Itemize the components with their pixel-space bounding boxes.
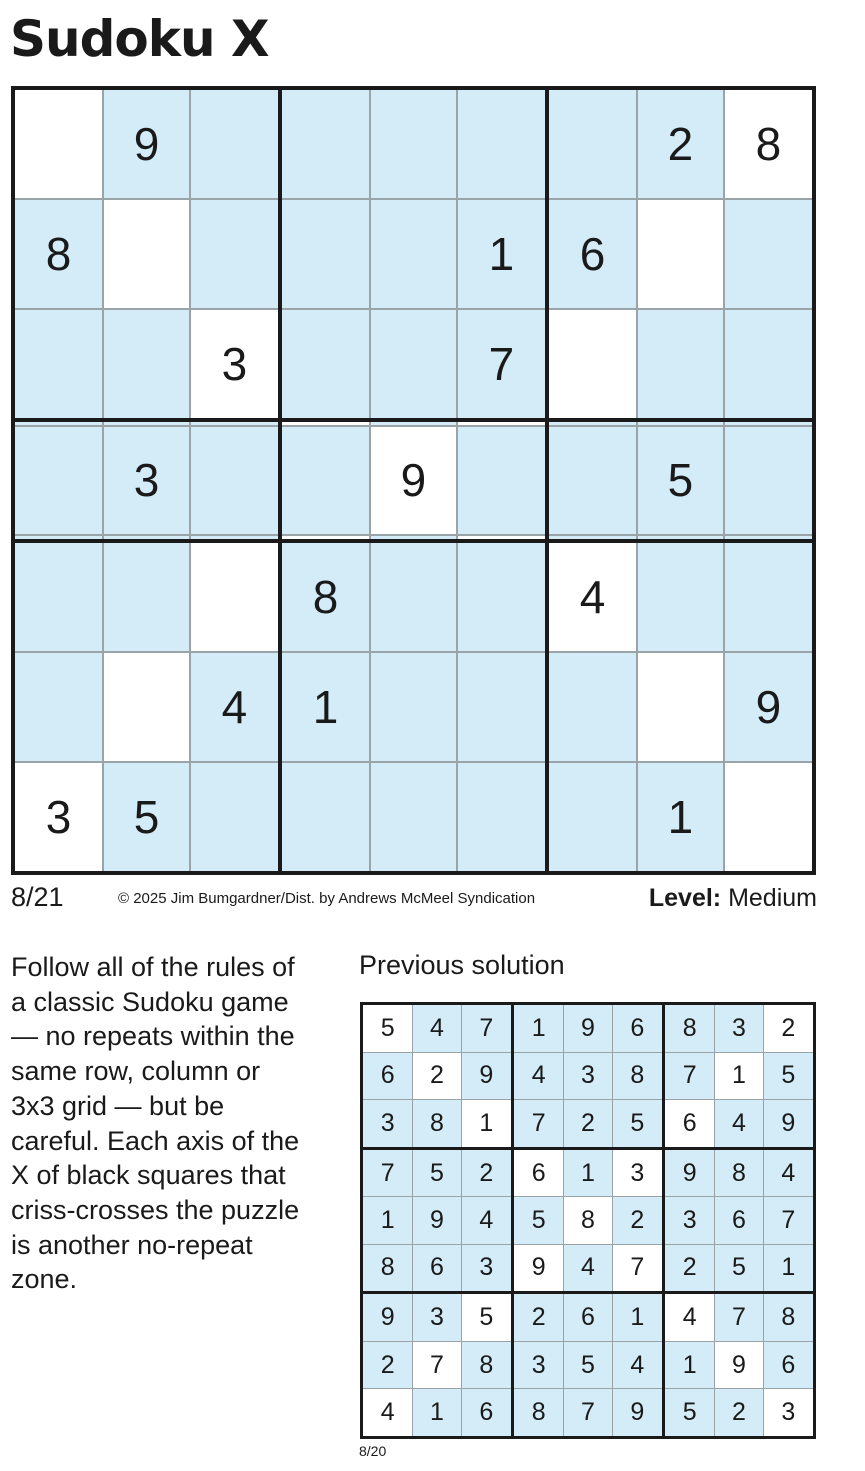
solution-cell: 8 xyxy=(564,1197,612,1244)
grid-cell[interactable] xyxy=(724,541,814,652)
solution-cell: 3 xyxy=(413,1293,461,1342)
instructions-text: Follow all of the rules of a classic Sudoku game — no repeats within the same row, column or 3x3 grid — but be careful. Each axis of the X of black squares that criss-crosses the puzzle is another no-repeat zone. xyxy=(11,952,300,1295)
solution-cell: 2 xyxy=(413,1052,461,1099)
grid-cell[interactable] xyxy=(370,541,457,652)
grid-cell[interactable] xyxy=(547,762,637,873)
grid-cell[interactable] xyxy=(637,541,724,652)
solution-cell: 6 xyxy=(461,1389,512,1438)
grid-cell[interactable] xyxy=(547,652,637,761)
grid-cell[interactable] xyxy=(190,426,280,535)
solution-cell: 9 xyxy=(362,1293,413,1342)
grid-cell[interactable] xyxy=(190,541,280,652)
grid-cell[interactable] xyxy=(103,652,190,761)
grid-cell[interactable] xyxy=(724,199,814,308)
previous-solution-grid xyxy=(360,1002,816,1439)
solution-cell: 8 xyxy=(715,1148,763,1197)
grid-cell[interactable] xyxy=(547,426,637,535)
solution-cell: 4 xyxy=(461,1197,512,1244)
grid-cell[interactable] xyxy=(547,309,637,420)
solution-cell: 1 xyxy=(461,1099,512,1148)
solution-cell: 2 xyxy=(362,1342,413,1389)
solution-cell: 7 xyxy=(564,1389,612,1438)
solution-row xyxy=(362,1099,815,1148)
grid-cell[interactable]: 1 xyxy=(280,652,370,761)
solution-cell: 4 xyxy=(715,1099,763,1148)
grid-cell[interactable]: 6 xyxy=(547,199,637,308)
grid-cell[interactable] xyxy=(190,199,280,308)
solution-cell: 7 xyxy=(461,1004,512,1053)
solution-row xyxy=(362,1197,815,1244)
grid-cell[interactable]: 1 xyxy=(457,199,547,308)
grid-cell[interactable] xyxy=(13,309,103,420)
solution-cell: 1 xyxy=(362,1197,413,1244)
grid-cell[interactable] xyxy=(190,88,280,199)
solution-cell: 3 xyxy=(461,1244,512,1293)
grid-cell[interactable] xyxy=(724,426,814,535)
grid-cell[interactable] xyxy=(724,309,814,420)
solution-cell: 1 xyxy=(564,1148,612,1197)
solution-cell: 3 xyxy=(612,1148,663,1197)
solution-cell: 7 xyxy=(512,1099,563,1148)
grid-cell[interactable]: 4 xyxy=(547,541,637,652)
solution-cell: 2 xyxy=(763,1004,814,1053)
sudoku-grid xyxy=(11,86,816,875)
solution-cell: 6 xyxy=(663,1099,714,1148)
solution-cell: 5 xyxy=(612,1099,663,1148)
solution-cell: 9 xyxy=(413,1197,461,1244)
solution-cell: 5 xyxy=(413,1148,461,1197)
solution-cell: 5 xyxy=(663,1389,714,1438)
solution-cell: 3 xyxy=(362,1099,413,1148)
grid-cell[interactable] xyxy=(13,426,103,535)
grid-row xyxy=(13,426,814,535)
grid-cell[interactable]: 8 xyxy=(13,199,103,308)
solution-cell: 3 xyxy=(715,1004,763,1053)
solution-cell: 4 xyxy=(512,1052,563,1099)
puzzle-title: Sudoku X xyxy=(10,10,269,68)
grid-cell[interactable] xyxy=(457,88,547,199)
grid-cell[interactable] xyxy=(724,762,814,873)
grid-cell[interactable] xyxy=(457,426,547,535)
solution-cell: 1 xyxy=(612,1293,663,1342)
grid-cell[interactable] xyxy=(457,652,547,761)
grid-cell[interactable] xyxy=(280,426,370,535)
solution-row xyxy=(362,1293,815,1342)
solution-row xyxy=(362,1004,815,1053)
solution-cell: 5 xyxy=(564,1342,612,1389)
solution-cell: 3 xyxy=(663,1197,714,1244)
grid-cell[interactable] xyxy=(370,88,457,199)
grid-cell[interactable] xyxy=(547,88,637,199)
grid-cell[interactable]: 3 xyxy=(190,309,280,420)
grid-cell[interactable] xyxy=(13,88,103,199)
solution-cell: 6 xyxy=(512,1148,563,1197)
puzzle-date: 8/21 xyxy=(11,882,64,912)
grid-cell[interactable] xyxy=(457,762,547,873)
grid-cell[interactable] xyxy=(637,652,724,761)
solution-cell: 5 xyxy=(715,1244,763,1293)
grid-cell[interactable] xyxy=(280,309,370,420)
solution-cell: 2 xyxy=(461,1148,512,1197)
grid-cell[interactable] xyxy=(370,762,457,873)
solution-cell: 8 xyxy=(413,1099,461,1148)
solution-cell: 2 xyxy=(663,1244,714,1293)
grid-cell[interactable] xyxy=(280,199,370,308)
grid-cell[interactable] xyxy=(13,652,103,761)
grid-cell[interactable]: 3 xyxy=(13,762,103,873)
grid-cell[interactable]: 2 xyxy=(637,88,724,199)
grid-row xyxy=(13,199,814,308)
grid-cell[interactable] xyxy=(370,199,457,308)
solution-cell: 9 xyxy=(663,1148,714,1197)
solution-cell: 8 xyxy=(663,1004,714,1053)
solution-cell: 3 xyxy=(763,1389,814,1438)
solution-cell: 1 xyxy=(715,1052,763,1099)
solution-cell: 1 xyxy=(663,1342,714,1389)
solution-row xyxy=(362,1148,815,1197)
solution-cell: 1 xyxy=(413,1389,461,1438)
solution-cell: 7 xyxy=(663,1052,714,1099)
solution-cell: 7 xyxy=(715,1293,763,1342)
solution-cell: 1 xyxy=(512,1004,563,1053)
solution-cell: 6 xyxy=(763,1342,814,1389)
grid-cell[interactable]: 5 xyxy=(103,762,190,873)
previous-solution-date: 8/20 xyxy=(359,1443,387,1459)
solution-cell: 2 xyxy=(564,1099,612,1148)
grid-cell[interactable] xyxy=(103,309,190,420)
grid-cell[interactable]: 9 xyxy=(103,88,190,199)
solution-cell: 8 xyxy=(612,1052,663,1099)
grid-cell[interactable]: 8 xyxy=(724,88,814,199)
previous-solution-label: Previous solution xyxy=(359,950,565,980)
grid-cell[interactable]: 9 xyxy=(370,426,457,535)
grid-row xyxy=(13,652,814,761)
solution-cell: 6 xyxy=(612,1004,663,1053)
solution-cell: 8 xyxy=(512,1389,563,1438)
grid-cell[interactable] xyxy=(370,652,457,761)
solution-cell: 6 xyxy=(715,1197,763,1244)
grid-row xyxy=(13,309,814,420)
solution-cell: 5 xyxy=(461,1293,512,1342)
copyright-text: © 2025 Jim Bumgardner/Dist. by Andrews McMeel Syndication xyxy=(118,890,536,907)
difficulty-level xyxy=(649,884,817,913)
solution-cell: 9 xyxy=(512,1244,563,1293)
solution-cell: 8 xyxy=(461,1342,512,1389)
grid-cell[interactable] xyxy=(103,199,190,308)
solution-row xyxy=(362,1244,815,1293)
solution-cell: 3 xyxy=(512,1342,563,1389)
grid-row xyxy=(13,88,814,199)
solution-cell: 8 xyxy=(763,1293,814,1342)
solution-cell: 7 xyxy=(362,1148,413,1197)
solution-cell: 4 xyxy=(564,1244,612,1293)
solution-cell: 2 xyxy=(512,1293,563,1342)
solution-cell: 1 xyxy=(763,1244,814,1293)
grid-cell[interactable]: 3 xyxy=(103,426,190,535)
grid-row xyxy=(13,541,814,652)
solution-cell: 5 xyxy=(362,1004,413,1053)
grid-cell[interactable]: 1 xyxy=(637,762,724,873)
solution-cell: 9 xyxy=(715,1342,763,1389)
solution-cell: 5 xyxy=(763,1052,814,1099)
solution-cell: 9 xyxy=(612,1389,663,1438)
solution-cell: 7 xyxy=(763,1197,814,1244)
solution-cell: 2 xyxy=(715,1389,763,1438)
grid-cell[interactable] xyxy=(457,541,547,652)
grid-cell[interactable] xyxy=(280,762,370,873)
grid-cell[interactable]: 4 xyxy=(190,652,280,761)
solution-row xyxy=(362,1389,815,1438)
solution-cell: 7 xyxy=(413,1342,461,1389)
solution-cell: 6 xyxy=(362,1052,413,1099)
solution-cell: 4 xyxy=(413,1004,461,1053)
grid-cell[interactable] xyxy=(370,309,457,420)
grid-cell[interactable] xyxy=(637,199,724,308)
level-value: Medium xyxy=(728,884,817,912)
grid-cell[interactable]: 9 xyxy=(724,652,814,761)
solution-cell: 9 xyxy=(461,1052,512,1099)
grid-cell[interactable]: 8 xyxy=(280,541,370,652)
solution-cell: 8 xyxy=(362,1244,413,1293)
grid-row xyxy=(13,762,814,873)
grid-cell[interactable] xyxy=(637,309,724,420)
solution-cell: 3 xyxy=(564,1052,612,1099)
grid-cell[interactable] xyxy=(103,541,190,652)
solution-cell: 4 xyxy=(763,1148,814,1197)
solution-cell: 4 xyxy=(663,1293,714,1342)
solution-cell: 7 xyxy=(612,1244,663,1293)
solution-cell: 4 xyxy=(612,1342,663,1389)
solution-cell: 9 xyxy=(763,1099,814,1148)
grid-cell[interactable]: 7 xyxy=(457,309,547,420)
grid-cell[interactable] xyxy=(13,541,103,652)
solution-cell: 4 xyxy=(362,1389,413,1438)
solution-cell: 2 xyxy=(612,1197,663,1244)
level-label: Level: xyxy=(648,884,722,912)
grid-cell[interactable]: 5 xyxy=(637,426,724,535)
solution-cell: 6 xyxy=(413,1244,461,1293)
solution-cell: 9 xyxy=(564,1004,612,1053)
solution-cell: 5 xyxy=(512,1197,563,1244)
grid-cell[interactable] xyxy=(190,762,280,873)
grid-cell[interactable] xyxy=(280,88,370,199)
solution-row xyxy=(362,1342,815,1389)
solution-row xyxy=(362,1052,815,1099)
solution-cell: 6 xyxy=(564,1293,612,1342)
